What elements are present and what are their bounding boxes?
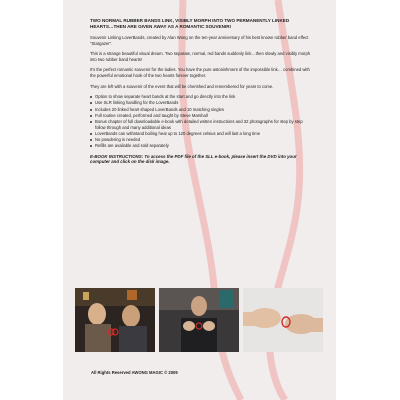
headline: TWO NORMAL RUBBER BANDS LINK, VISIBLY MORPH INTO TWO PERMANENTLY LINKED HEARTS…THEN ARE GIVEN AWAY AS A ROMANTIC SOUVENIR! bbox=[90, 18, 290, 29]
paragraph: They are left with a souvenir of the event that will be cherished and remembered for years to come. bbox=[90, 83, 274, 89]
paragraph: It's the perfect romantic souvenir for the ladies. You have the pure astonishment of the impossible link… combined with the powerful emotional hook of the two hearts forever together. bbox=[90, 67, 310, 78]
list-item: LoverBands can withstand boiling heat up to 120 degrees celsius and will last a long time bbox=[90, 131, 312, 137]
list-item: No powdering is needed bbox=[90, 137, 312, 143]
list-item: Includes 20 linked heart shaped LoverBands and 10 matching singles bbox=[90, 107, 312, 113]
list-item: Bonus chapter of full downloadable e-book with detailed written instructions and 32 photographs for step by step follow through and many additional ideas bbox=[90, 119, 312, 130]
copyright-footer: All Rights Reserved AWONG MAGIC © 2009 bbox=[91, 370, 178, 375]
paragraph: Souvenir Linking LoverBands, created by Alan Wong on the ten-year anniversary of his best known rubber band effect "Stargazer". bbox=[90, 35, 309, 46]
photo-magician-hands bbox=[159, 288, 239, 352]
photo-band-closeup bbox=[243, 288, 323, 352]
dvd-back-cover bbox=[63, 0, 336, 400]
list-item: Full routine created, performed and taught by Steve Marshall bbox=[90, 113, 312, 119]
list-item: Use SLR linking handling for the LoverBands bbox=[90, 100, 312, 106]
paragraph: This is a strange beautiful visual dream. Two separate, normal, red bands suddenly link…then slowly and visibly morph into two rubber band hearts! bbox=[90, 51, 311, 62]
list-item: Option to show separate heart bands at the start and go directly into the link bbox=[90, 94, 312, 100]
photo-performance-audience bbox=[75, 288, 155, 352]
photo-strip bbox=[75, 288, 324, 352]
description-block bbox=[90, 18, 312, 165]
ebook-instructions: E-BOOK INSTRUCTIONS: To access the PDF file of the SLL e-book, please insert the DVD into your computer and click on the disk image. bbox=[90, 153, 297, 165]
feature-list bbox=[90, 94, 312, 149]
list-item: Refills are available and sold separately bbox=[90, 143, 312, 149]
